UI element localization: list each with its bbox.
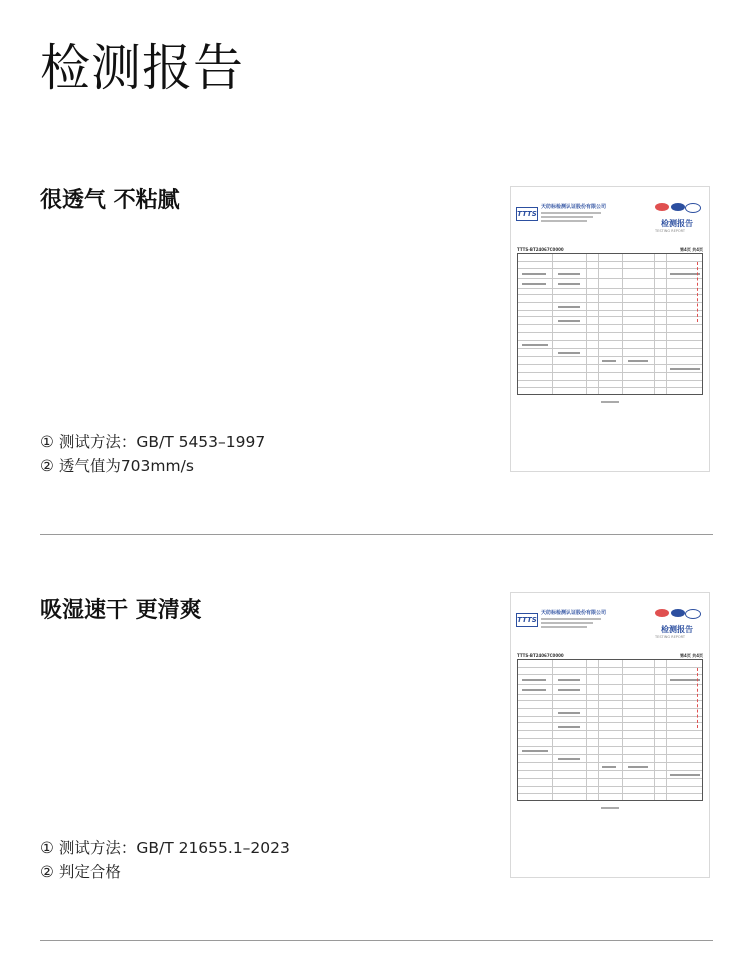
test-method-item: ① 测试方法：GB/T 21655.1–2023 [40,839,290,857]
section-divider [40,534,713,535]
report-title: 检测报告 [661,625,693,634]
tts-logo-icon: TTTS [516,207,538,221]
section-heading-breathable: 很透气 不粘腻 [40,188,180,213]
report-company: 天纺标检测认证股份有限公司 [541,204,607,210]
report-title-en: TESTING REPORT [654,229,685,233]
test-points-quick-dry [40,836,290,884]
report-thumbnail [510,592,710,878]
tts-logo-icon: TTTS [516,613,538,627]
report-title-en: TESTING REPORT [654,635,685,639]
section-heading-quick-dry: 吸湿速干 更清爽 [40,598,202,623]
report-company: 天纺标检测认证股份有限公司 [541,610,607,616]
report-title: 检测报告 [661,219,693,228]
cnas-cert-icon [671,609,685,617]
page-title: 检测报告 [40,39,244,97]
test-method-item: ① 测试方法：GB/T 5453–1997 [40,433,266,451]
report-table [517,659,703,801]
test-result-item: ② 判定合格 [40,863,121,881]
report-number: TTTS-BT24067C0000 [517,653,564,658]
cnas-cert-icon [671,203,685,211]
report-page-number: 第4页 共4页 [680,653,703,658]
cma-cert-icon [655,203,669,211]
report-number: TTTS-BT24067C0000 [517,247,564,252]
ilac-cert-icon [685,609,701,619]
report-page-number: 第4页 共4页 [680,247,703,252]
red-stamp-mark [689,262,698,322]
report-thumbnail [510,186,710,472]
section-divider [40,940,713,941]
report-table [517,253,703,395]
test-result-item: ② 透气值为703mm/s [40,457,194,475]
red-stamp-mark [689,668,698,728]
test-points-breathable [40,430,265,478]
ilac-cert-icon [685,203,701,213]
cma-cert-icon [655,609,669,617]
